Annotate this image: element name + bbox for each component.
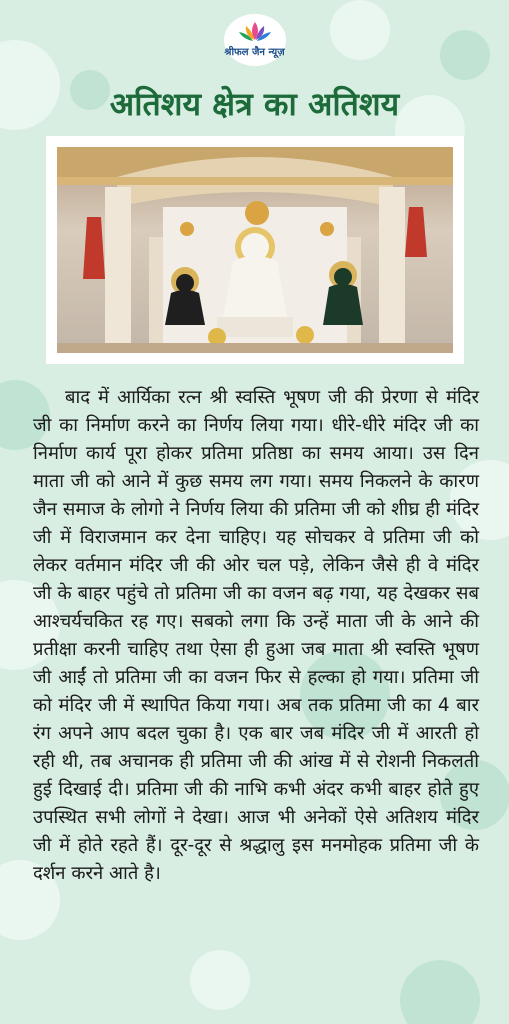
- temple-photo: [57, 147, 453, 353]
- article-body: बाद में आर्यिका रत्न श्री स्वस्ति भूषण जी की प्रेरणा से मंदिर जी का निर्माण करने का निर्णय लिया गया। धीरे-धीरे मंदिर जी का निर्माण कार्य पूरा होकर प्रतिमा प्रतिष्ठा का समय आया। उस दिन माता जी को आने में कुछ समय लग गया। समय निकलने के कारण जैन समाज के लोगो ने निर्णय लिया की प्रतिमा जी को शीघ्र ही मंदिर जी में विराजमान कर देना चाहिए। यह सोचकर वे प्रतिमा जी को लेकर वर्तमान मंदिर जी की ओर चल पड़े, लेकिन जैसे ही वे मंदिर जी के बाहर पहुंचे तो प्रतिमा जी का वजन बढ़ गया, यह देखकर सब आश्चर्यचकित रह गए। सबको लगा कि उन्हें माता जी के आने की प्रतीक्षा करनी चाहिए तथा ऐसा ही हुआ जब माता श्री स्वस्ति भूषण जी आईं तो प्रतिमा जी का वजन फिर से हल्का हो गया। प्रतिमा जी को मंदिर जी में स्थापित किया गया। अब तक प्रतिमा जी का 4 बार रंग अपने आप बदल चुका है। एक बार जब मंदिर जी में आरती हो रही थी, तब अचानक ही प्रतिमा जी की आंख में से रोशनी निकलती हुई दिखाई दी। प्रतिमा जी की नाभि कभी अंदर कभी बाहर होते हुए उपस्थित सभी लोगों ने देखा। आज भी अनेकों ऐसे अतिशय मंदिर जी में होते रहते हैं। दूर-दूर से श्रद्धालु इस मनमोहक प्रतिमा जी के दर्शन करने आते है।: [33, 387, 479, 884]
- page-title: अतिशय क्षेत्र का अतिशय: [109, 85, 400, 123]
- logo-text: श्रीफल जैन न्यूज़: [224, 47, 285, 58]
- background-bubble: [400, 960, 480, 1024]
- lotus-icon: [237, 20, 273, 42]
- brand-logo: [0, 14, 509, 66]
- logo-badge: [224, 14, 286, 66]
- temple-idols-photo-icon: [57, 147, 453, 353]
- photo-frame: [46, 136, 464, 364]
- background-bubble: [190, 950, 250, 1010]
